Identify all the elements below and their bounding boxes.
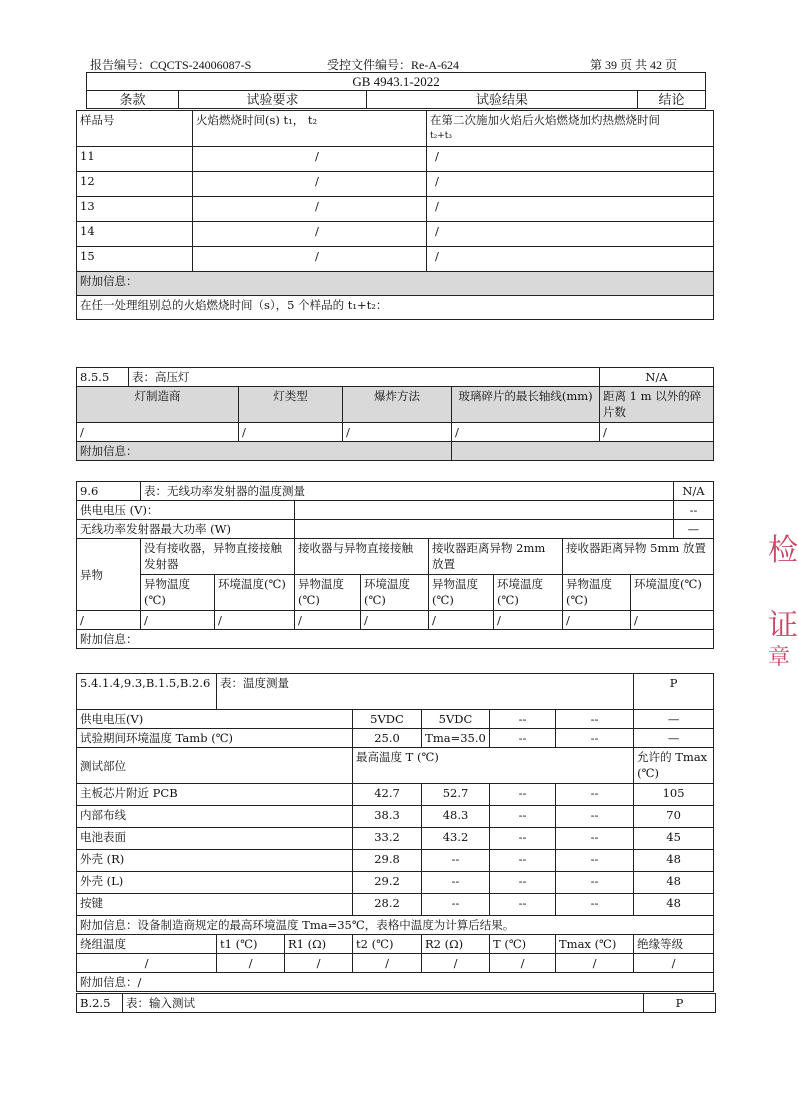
cell: / <box>361 611 429 630</box>
standard-title: GB 4943.1-2022 <box>87 73 706 91</box>
cell: / <box>600 423 714 442</box>
cell: / <box>77 611 141 630</box>
cell: / <box>193 172 427 197</box>
cell: -- <box>490 828 556 850</box>
flame-header-sample: 样品号 <box>77 111 193 147</box>
cell: / <box>141 611 215 630</box>
cell: / <box>427 222 714 247</box>
wireless-max-power-blank <box>295 520 674 539</box>
table-row <box>77 954 714 973</box>
flame-header-time2-line1: 在第二次施加火焰后火焰燃烧加灼热燃烧时间 <box>430 113 660 127</box>
temp-extra: 附加信息：设备制造商规定的最高环境温度 Tma=35℃，表格中温度为计算后结果。 <box>77 916 714 935</box>
cell: -- <box>490 872 556 894</box>
wireless-title: 表：无线功率发射器的温度测量 <box>141 482 674 501</box>
wireless-sub-ambient: 环境温度(℃) <box>215 575 295 611</box>
flame-table <box>76 110 714 320</box>
cell: / <box>494 611 563 630</box>
cell: / <box>193 247 427 272</box>
cell: -- <box>490 850 556 872</box>
seal-fragment: 检 <box>768 533 798 568</box>
table-row <box>77 611 714 630</box>
cell: -- <box>556 806 634 828</box>
wireless-max-power-value: — <box>674 520 714 539</box>
cell: / <box>556 954 634 973</box>
cell: / <box>427 247 714 272</box>
cell: 28.2 <box>353 894 422 916</box>
lamp-table <box>76 367 714 461</box>
cell: -- <box>422 894 490 916</box>
cell: Tma=35.0 <box>422 729 490 748</box>
winding-header: Tmax (℃) <box>556 935 634 954</box>
col-clause: 条款 <box>87 91 179 109</box>
cell: 5VDC <box>422 710 490 729</box>
wireless-sub-foreign: 异物温度(℃) <box>295 575 361 611</box>
lamp-title: 表：高压灯 <box>129 368 600 387</box>
col-result: 试验结果 <box>367 91 638 109</box>
wireless-sub-foreign: 异物温度(℃) <box>429 575 494 611</box>
seal-fragment: 证 <box>768 608 798 643</box>
table-row <box>77 423 714 442</box>
wireless-group4: 接收器距离异物 5mm 放置 <box>563 539 714 575</box>
cell: 48 <box>634 850 714 872</box>
cell: / <box>563 611 631 630</box>
winding-header: T (℃) <box>490 935 556 954</box>
temp-part-label: 测试部位 <box>77 748 353 784</box>
cell: — <box>634 729 714 748</box>
part: 电池表面 <box>77 828 353 850</box>
cell: 52.7 <box>422 784 490 806</box>
wireless-max-power-label: 无线功率发射器最大功率 (W) <box>77 520 295 539</box>
flame-extra-text: 在任一处理组别总的火焰燃烧时间（s），5 个样品的 t₁+t₂： <box>77 296 714 320</box>
input-verdict: P <box>644 994 716 1013</box>
table-row <box>77 197 714 222</box>
lamp-h-type: 灯类型 <box>239 387 343 423</box>
cell: — <box>634 710 714 729</box>
cell: 48 <box>634 894 714 916</box>
part: 外壳 (R) <box>77 850 353 872</box>
cell: / <box>193 147 427 172</box>
temp-allow-label: 允许的 Tmax (℃) <box>634 748 714 784</box>
table-row <box>77 872 714 894</box>
wireless-verdict: N/A <box>674 482 714 501</box>
wireless-extra-label: 附加信息： <box>77 630 714 649</box>
cell: -- <box>556 710 634 729</box>
cell: 70 <box>634 806 714 828</box>
cell: 29.8 <box>353 850 422 872</box>
cell: -- <box>556 784 634 806</box>
wireless-group2: 接收器与异物直接接触 <box>295 539 429 575</box>
wireless-sub-ambient: 环境温度(℃) <box>494 575 563 611</box>
temp-verdict: P <box>634 674 714 710</box>
cell: / <box>193 197 427 222</box>
winding-header: R2 (Ω) <box>422 935 490 954</box>
seal-fragment: 章 <box>768 645 791 670</box>
lamp-verdict: N/A <box>600 368 714 387</box>
cell: 43.2 <box>422 828 490 850</box>
cell: -- <box>490 729 556 748</box>
wireless-supply-value: -- <box>674 501 714 520</box>
winding-header: R1 (Ω) <box>285 935 353 954</box>
cell: / <box>295 611 361 630</box>
cell: -- <box>490 894 556 916</box>
temp-max-label: 最高温度 T (℃) <box>353 748 634 784</box>
flame-header-time2-line2: t₂+t₃ <box>430 131 452 141</box>
cell: -- <box>556 894 634 916</box>
wireless-supply-label: 供电电压 (V)： <box>77 501 295 520</box>
cell: / <box>427 197 714 222</box>
cell: 42.7 <box>353 784 422 806</box>
cell: 48 <box>634 872 714 894</box>
cell: -- <box>490 784 556 806</box>
cell: -- <box>556 850 634 872</box>
table-row <box>77 147 714 172</box>
lamp-h-method: 爆炸方法 <box>343 387 452 423</box>
part: 外壳 (L) <box>77 872 353 894</box>
temp-title: 表：温度测量 <box>217 674 634 710</box>
wireless-group3: 接收器距离异物 2mm 放置 <box>429 539 563 575</box>
cell: 5VDC <box>353 710 422 729</box>
table-row <box>77 784 714 806</box>
lamp-extra-label: 附加信息： <box>77 442 452 461</box>
temp-ambient-label: 试验期间环境温度 Tamb (℃) <box>77 729 353 748</box>
sample-no: 15 <box>77 247 193 272</box>
cell: / <box>452 423 600 442</box>
wireless-sub-foreign: 异物温度(℃) <box>563 575 631 611</box>
wireless-clause: 9.6 <box>77 482 141 501</box>
cell: / <box>427 172 714 197</box>
cell: / <box>215 611 295 630</box>
wireless-group1: 没有接收器，异物直接接触发射器 <box>141 539 295 575</box>
cell: / <box>285 954 353 973</box>
cell: 45 <box>634 828 714 850</box>
flame-header-time: 火焰燃烧时间(s) t₁， t₂ <box>193 111 427 147</box>
col-verdict: 结论 <box>638 91 706 109</box>
cell: / <box>422 954 490 973</box>
table-row <box>77 828 714 850</box>
cell: / <box>77 423 239 442</box>
cell: -- <box>422 850 490 872</box>
lamp-h-fragments: 距离 1 m 以外的碎片数 <box>600 387 714 423</box>
lamp-h-manufacturer: 灯制造商 <box>77 387 239 423</box>
temp-supply-label: 供电电压(V) <box>77 710 353 729</box>
page-number: 第 39 页 共 42 页 <box>590 58 678 72</box>
cell: 33.2 <box>353 828 422 850</box>
part: 主板芯片附近 PCB <box>77 784 353 806</box>
cell: / <box>429 611 494 630</box>
temp-extra2: 附加信息：/ <box>77 973 714 992</box>
cell: 25.0 <box>353 729 422 748</box>
wireless-foreign-label: 异物 <box>77 539 141 611</box>
cell: / <box>343 423 452 442</box>
sample-no: 11 <box>77 147 193 172</box>
lamp-extra-blank <box>452 442 714 461</box>
cell: / <box>77 954 217 973</box>
cell: -- <box>556 828 634 850</box>
cell: / <box>490 954 556 973</box>
winding-header-row <box>77 935 714 954</box>
cell: -- <box>556 872 634 894</box>
lamp-h-axis: 玻璃碎片的最长轴线(mm) <box>452 387 600 423</box>
table-row <box>77 850 714 872</box>
standard-header-table <box>86 72 706 109</box>
winding-header: 绝缘等级 <box>634 935 714 954</box>
sample-no: 12 <box>77 172 193 197</box>
cell: / <box>427 147 714 172</box>
cell: / <box>217 954 285 973</box>
cell: / <box>631 611 714 630</box>
part: 内部布线 <box>77 806 353 828</box>
cell: -- <box>490 710 556 729</box>
input-title: 表：输入测试 <box>123 994 644 1013</box>
winding-header: 绕组温度 <box>77 935 217 954</box>
table-row <box>77 172 714 197</box>
input-clause: B.2.5 <box>77 994 123 1013</box>
sample-no: 14 <box>77 222 193 247</box>
wireless-sub-ambient: 环境温度(℃) <box>631 575 714 611</box>
cell: / <box>634 954 714 973</box>
report-number: 报告编号：CQCTS-24006087-S <box>90 58 252 72</box>
cell: 48.3 <box>422 806 490 828</box>
cell: 38.3 <box>353 806 422 828</box>
temp-clause: 5.4.1.4,9.3,B.1.5,B.2.6 <box>77 674 217 710</box>
cell: 29.2 <box>353 872 422 894</box>
cell: 105 <box>634 784 714 806</box>
wireless-sub-foreign: 异物温度(℃) <box>141 575 215 611</box>
flame-extra-label: 附加信息： <box>77 272 714 296</box>
table-row <box>77 806 714 828</box>
table-row <box>77 222 714 247</box>
col-requirement: 试验要求 <box>179 91 367 109</box>
winding-header: t1 (℃) <box>217 935 285 954</box>
cell: / <box>353 954 422 973</box>
table-row <box>77 894 714 916</box>
wireless-supply-blank <box>295 501 674 520</box>
cell: / <box>193 222 427 247</box>
sample-no: 13 <box>77 197 193 222</box>
temperature-table <box>76 673 714 992</box>
wireless-table <box>76 481 714 649</box>
controlled-doc-number: 受控文件编号：Re-A-624 <box>327 58 459 72</box>
winding-header: t2 (℃) <box>353 935 422 954</box>
wireless-sub-ambient: 环境温度(℃) <box>361 575 429 611</box>
table-row <box>77 247 714 272</box>
flame-header-time2 <box>427 111 714 147</box>
cell: -- <box>422 872 490 894</box>
cell: -- <box>490 806 556 828</box>
part: 按键 <box>77 894 353 916</box>
cell: / <box>239 423 343 442</box>
lamp-clause: 8.5.5 <box>77 368 129 387</box>
input-test-table <box>76 993 716 1013</box>
cell: -- <box>556 729 634 748</box>
